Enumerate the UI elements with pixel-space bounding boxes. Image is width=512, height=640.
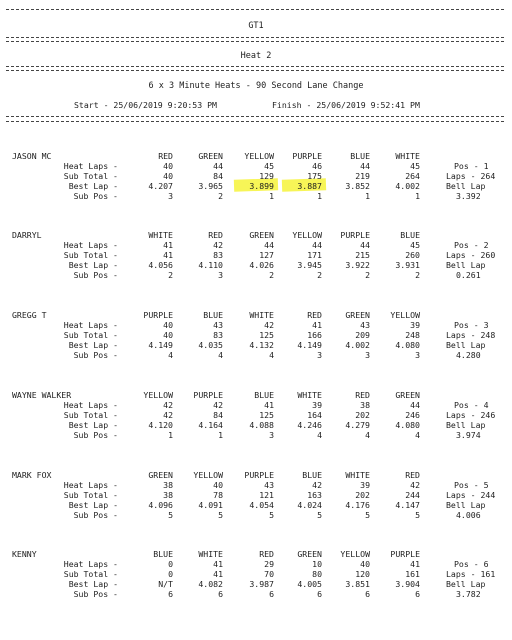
divider (6, 41, 504, 42)
row-label: Sub Total - (63, 569, 118, 579)
lap-cell: 5 (218, 510, 223, 520)
lap-cell: 3.965 (198, 181, 223, 191)
lap-cell: 41 (312, 320, 322, 330)
lap-cell: 4.176 (345, 500, 370, 510)
total-laps: Laps - 248 (446, 330, 496, 340)
lap-cell: 4.002 (395, 181, 420, 191)
divider (6, 70, 504, 71)
lap-cell: 244 (405, 490, 420, 500)
row-label: Sub Pos - (73, 350, 118, 360)
lane-header: BLUE (302, 470, 322, 480)
lap-cell: 43 (360, 320, 370, 330)
lap-cell: 5 (415, 510, 420, 520)
lane-header: YELLOW (193, 470, 223, 480)
lap-cell: 41 (163, 250, 173, 260)
lap-cell: 1 (317, 191, 322, 201)
driver-name: GREGG T (12, 310, 47, 320)
lane-header: RED (307, 310, 322, 320)
row-label: Heat Laps - (63, 320, 118, 330)
row-label: Sub Pos - (73, 270, 118, 280)
lap-cell: 38 (163, 490, 173, 500)
lap-cell: 4.091 (198, 500, 223, 510)
total-laps: Laps - 246 (446, 410, 496, 420)
lap-cell: 6 (317, 589, 322, 599)
row-label: Sub Total - (63, 171, 118, 181)
bell-lap-value: 4.006 (456, 510, 481, 520)
lap-cell: 84 (213, 410, 223, 420)
bell-lap-value: 3.782 (456, 589, 481, 599)
lane-header: GREEN (395, 390, 420, 400)
row-label: Heat Laps - (63, 240, 118, 250)
lap-cell: 40 (163, 161, 173, 171)
lap-cell: 4.035 (198, 340, 223, 350)
lap-cell: 129 (259, 171, 274, 181)
lap-cell: 3.987 (249, 579, 274, 589)
lap-cell: 163 (307, 490, 322, 500)
divider (6, 66, 504, 67)
finish-position: Pos - 1 (454, 161, 489, 171)
finish-time: Finish - 25/06/2019 9:52:41 PM (272, 100, 420, 110)
lap-cell: 44 (360, 161, 370, 171)
lap-cell: 3.945 (297, 260, 322, 270)
lap-cell: 4.149 (148, 340, 173, 350)
lap-cell: 10 (312, 559, 322, 569)
lane-header: GREEN (198, 151, 223, 161)
lap-cell: 4.149 (297, 340, 322, 350)
lap-cell: 0 (168, 559, 173, 569)
lap-cell: 3.887 (297, 181, 322, 191)
row-label: Sub Pos - (73, 191, 118, 201)
lap-cell: 3 (365, 350, 370, 360)
lane-header: PURPLE (292, 151, 322, 161)
lane-header: YELLOW (143, 390, 173, 400)
lap-cell: 5 (269, 510, 274, 520)
row-label: Best Lap - (68, 500, 118, 510)
bell-lap-value: 4.280 (456, 350, 481, 360)
lap-cell: 171 (307, 250, 322, 260)
lane-header: WHITE (297, 390, 322, 400)
divider (6, 9, 504, 10)
lap-cell: 4.056 (148, 260, 173, 270)
lap-cell: 4.110 (198, 260, 223, 270)
lap-cell: 42 (410, 480, 420, 490)
lap-cell: 4.005 (297, 579, 322, 589)
row-label: Sub Pos - (73, 510, 118, 520)
lap-cell: 44 (264, 240, 274, 250)
lap-cell: 209 (355, 330, 370, 340)
lap-cell: 1 (168, 430, 173, 440)
lap-cell: 248 (405, 330, 420, 340)
lap-cell: 4 (269, 350, 274, 360)
lane-header: RED (158, 151, 173, 161)
lap-cell: 3.931 (395, 260, 420, 270)
total-laps: Laps - 161 (446, 569, 496, 579)
lap-cell: 219 (355, 171, 370, 181)
finish-position: Pos - 6 (454, 559, 489, 569)
divider (6, 116, 504, 117)
lane-header: BLUE (254, 390, 274, 400)
lap-cell: 70 (264, 569, 274, 579)
lap-cell: 4.054 (249, 500, 274, 510)
lap-cell: 45 (410, 161, 420, 171)
lap-cell: 4.024 (297, 500, 322, 510)
bell-lap-value: 0.261 (456, 270, 481, 280)
lap-cell: N/T (158, 579, 173, 589)
lap-cell: 4 (415, 430, 420, 440)
lap-cell: 41 (213, 569, 223, 579)
lane-header: RED (259, 549, 274, 559)
driver-name: WAYNE WALKER (12, 390, 72, 400)
lane-header: BLUE (350, 151, 370, 161)
lap-cell: 42 (213, 400, 223, 410)
lap-cell: 1 (218, 430, 223, 440)
lane-header: WHITE (395, 151, 420, 161)
lap-cell: 1 (365, 191, 370, 201)
lap-cell: 44 (410, 400, 420, 410)
lap-cell: 42 (163, 400, 173, 410)
total-laps: Laps - 260 (446, 250, 496, 260)
lap-cell: 3.904 (395, 579, 420, 589)
lap-cell: 4.096 (148, 500, 173, 510)
driver-name: DARRYL (12, 230, 42, 240)
lap-cell: 38 (163, 480, 173, 490)
lap-cell: 43 (264, 480, 274, 490)
row-label: Sub Total - (63, 410, 118, 420)
lap-cell: 4.088 (249, 420, 274, 430)
lap-cell: 45 (264, 161, 274, 171)
lap-cell: 2 (415, 270, 420, 280)
lap-cell: 3 (168, 191, 173, 201)
divider (6, 121, 504, 122)
lap-cell: 44 (213, 161, 223, 171)
lane-header: RED (405, 470, 420, 480)
lane-header: WHITE (345, 470, 370, 480)
lap-cell: 4.080 (395, 340, 420, 350)
lap-cell: 83 (213, 250, 223, 260)
lap-cell: 6 (269, 589, 274, 599)
lap-cell: 5 (168, 510, 173, 520)
lap-cell: 4 (218, 350, 223, 360)
lap-cell: 40 (163, 171, 173, 181)
lap-cell: 3 (317, 350, 322, 360)
lane-header: GREEN (148, 470, 173, 480)
lap-cell: 3 (269, 430, 274, 440)
lane-header: RED (355, 390, 370, 400)
lap-cell: 6 (415, 589, 420, 599)
bell-lap-label: Bell Lap (446, 340, 486, 350)
lap-cell: 2 (317, 270, 322, 280)
lap-cell: 3.922 (345, 260, 370, 270)
lap-cell: 3.899 (249, 181, 274, 191)
lap-cell: 80 (312, 569, 322, 579)
lap-cell: 41 (213, 559, 223, 569)
lane-header: PURPLE (244, 470, 274, 480)
row-label: Sub Total - (63, 490, 118, 500)
lap-cell: 202 (355, 490, 370, 500)
bell-lap-value: 3.974 (456, 430, 481, 440)
heat-title: Heat 2 (240, 51, 272, 61)
lap-cell: 0 (168, 569, 173, 579)
lane-header: BLUE (400, 230, 420, 240)
lap-cell: 42 (312, 480, 322, 490)
lap-cell: 2 (218, 191, 223, 201)
lap-cell: 2 (269, 270, 274, 280)
lap-cell: 38 (360, 400, 370, 410)
lap-cell: 215 (355, 250, 370, 260)
lane-header: BLUE (153, 549, 173, 559)
lane-header: BLUE (203, 310, 223, 320)
lap-cell: 6 (218, 589, 223, 599)
lap-cell: 1 (269, 191, 274, 201)
lap-cell: 4 (168, 350, 173, 360)
lap-cell: 125 (259, 410, 274, 420)
lap-cell: 4 (317, 430, 322, 440)
lane-header: PURPLE (390, 549, 420, 559)
row-label: Heat Laps - (63, 480, 118, 490)
lap-cell: 40 (213, 480, 223, 490)
row-label: Best Lap - (68, 340, 118, 350)
lane-header: WHITE (148, 230, 173, 240)
lap-cell: 3 (218, 270, 223, 280)
lap-cell: 4 (365, 430, 370, 440)
total-laps: Laps - 264 (446, 171, 496, 181)
lap-cell: 175 (307, 171, 322, 181)
lap-cell: 125 (259, 330, 274, 340)
lap-cell: 4.147 (395, 500, 420, 510)
lap-cell: 4.164 (198, 420, 223, 430)
lane-header: YELLOW (292, 230, 322, 240)
lap-cell: 246 (405, 410, 420, 420)
lap-cell: 3.851 (345, 579, 370, 589)
finish-position: Pos - 3 (454, 320, 489, 330)
divider (6, 37, 504, 38)
finish-position: Pos - 2 (454, 240, 489, 250)
lap-cell: 264 (405, 171, 420, 181)
lane-header: WHITE (249, 310, 274, 320)
lane-header: GREEN (249, 230, 274, 240)
lap-cell: 78 (213, 490, 223, 500)
lap-cell: 39 (410, 320, 420, 330)
lap-cell: 4.080 (395, 420, 420, 430)
bell-lap-label: Bell Lap (446, 260, 486, 270)
lap-cell: 6 (168, 589, 173, 599)
lap-cell: 84 (213, 171, 223, 181)
row-label: Best Lap - (68, 181, 118, 191)
lap-cell: 120 (355, 569, 370, 579)
lap-cell: 3 (415, 350, 420, 360)
lap-cell: 2 (365, 270, 370, 280)
lane-header: GREEN (297, 549, 322, 559)
lap-cell: 4.082 (198, 579, 223, 589)
lap-cell: 40 (360, 559, 370, 569)
lap-cell: 4.207 (148, 181, 173, 191)
lane-header: PURPLE (340, 230, 370, 240)
heat-format: 6 x 3 Minute Heats - 90 Second Lane Change (148, 81, 364, 91)
bell-lap-label: Bell Lap (446, 420, 486, 430)
lap-cell: 41 (264, 400, 274, 410)
total-laps: Laps - 244 (446, 490, 496, 500)
row-label: Best Lap - (68, 260, 118, 270)
row-label: Heat Laps - (63, 559, 118, 569)
driver-name: KENNY (12, 549, 37, 559)
lap-cell: 6 (365, 589, 370, 599)
finish-position: Pos - 5 (454, 480, 489, 490)
lap-cell: 4.132 (249, 340, 274, 350)
lap-cell: 44 (360, 240, 370, 250)
lap-cell: 42 (213, 240, 223, 250)
lap-cell: 41 (163, 240, 173, 250)
lap-cell: 4.002 (345, 340, 370, 350)
lap-cell: 1 (415, 191, 420, 201)
lane-header: PURPLE (193, 390, 223, 400)
start-time: Start - 25/06/2019 9:20:53 PM (74, 100, 217, 110)
lap-cell: 29 (264, 559, 274, 569)
lane-header: YELLOW (244, 151, 274, 161)
lap-cell: 45 (410, 240, 420, 250)
lap-cell: 44 (312, 240, 322, 250)
driver-name: MARK FOX (12, 470, 52, 480)
lane-header: PURPLE (143, 310, 173, 320)
lap-cell: 83 (213, 330, 223, 340)
lap-cell: 39 (360, 480, 370, 490)
row-label: Heat Laps - (63, 400, 118, 410)
lap-cell: 5 (365, 510, 370, 520)
lap-cell: 4.120 (148, 420, 173, 430)
lap-cell: 121 (259, 490, 274, 500)
lap-cell: 127 (259, 250, 274, 260)
lap-cell: 4.279 (345, 420, 370, 430)
lap-cell: 164 (307, 410, 322, 420)
finish-position: Pos - 4 (454, 400, 489, 410)
event-title: GT1 (248, 21, 264, 31)
driver-name: JASON MC (12, 151, 52, 161)
lap-cell: 3.852 (345, 181, 370, 191)
lap-cell: 40 (163, 330, 173, 340)
lap-cell: 4.246 (297, 420, 322, 430)
lap-cell: 166 (307, 330, 322, 340)
bell-lap-label: Bell Lap (446, 500, 486, 510)
row-label: Sub Pos - (73, 430, 118, 440)
bell-lap-value: 3.392 (456, 191, 481, 201)
lap-cell: 5 (317, 510, 322, 520)
lap-cell: 41 (410, 559, 420, 569)
lap-cell: 260 (405, 250, 420, 260)
lap-cell: 43 (213, 320, 223, 330)
row-label: Heat Laps - (63, 161, 118, 171)
lap-cell: 4.026 (249, 260, 274, 270)
row-label: Best Lap - (68, 579, 118, 589)
lane-header: RED (208, 230, 223, 240)
lane-header: YELLOW (390, 310, 420, 320)
row-label: Sub Total - (63, 250, 118, 260)
lap-cell: 2 (168, 270, 173, 280)
lane-header: GREEN (345, 310, 370, 320)
lap-cell: 42 (264, 320, 274, 330)
row-label: Sub Total - (63, 330, 118, 340)
lap-cell: 39 (312, 400, 322, 410)
lap-cell: 40 (163, 320, 173, 330)
bell-lap-label: Bell Lap (446, 579, 486, 589)
lap-cell: 46 (312, 161, 322, 171)
lap-cell: 202 (355, 410, 370, 420)
lane-header: YELLOW (340, 549, 370, 559)
lane-header: WHITE (198, 549, 223, 559)
row-label: Sub Pos - (73, 589, 118, 599)
lap-cell: 161 (405, 569, 420, 579)
lap-cell: 42 (163, 410, 173, 420)
bell-lap-label: Bell Lap (446, 181, 486, 191)
row-label: Best Lap - (68, 420, 118, 430)
